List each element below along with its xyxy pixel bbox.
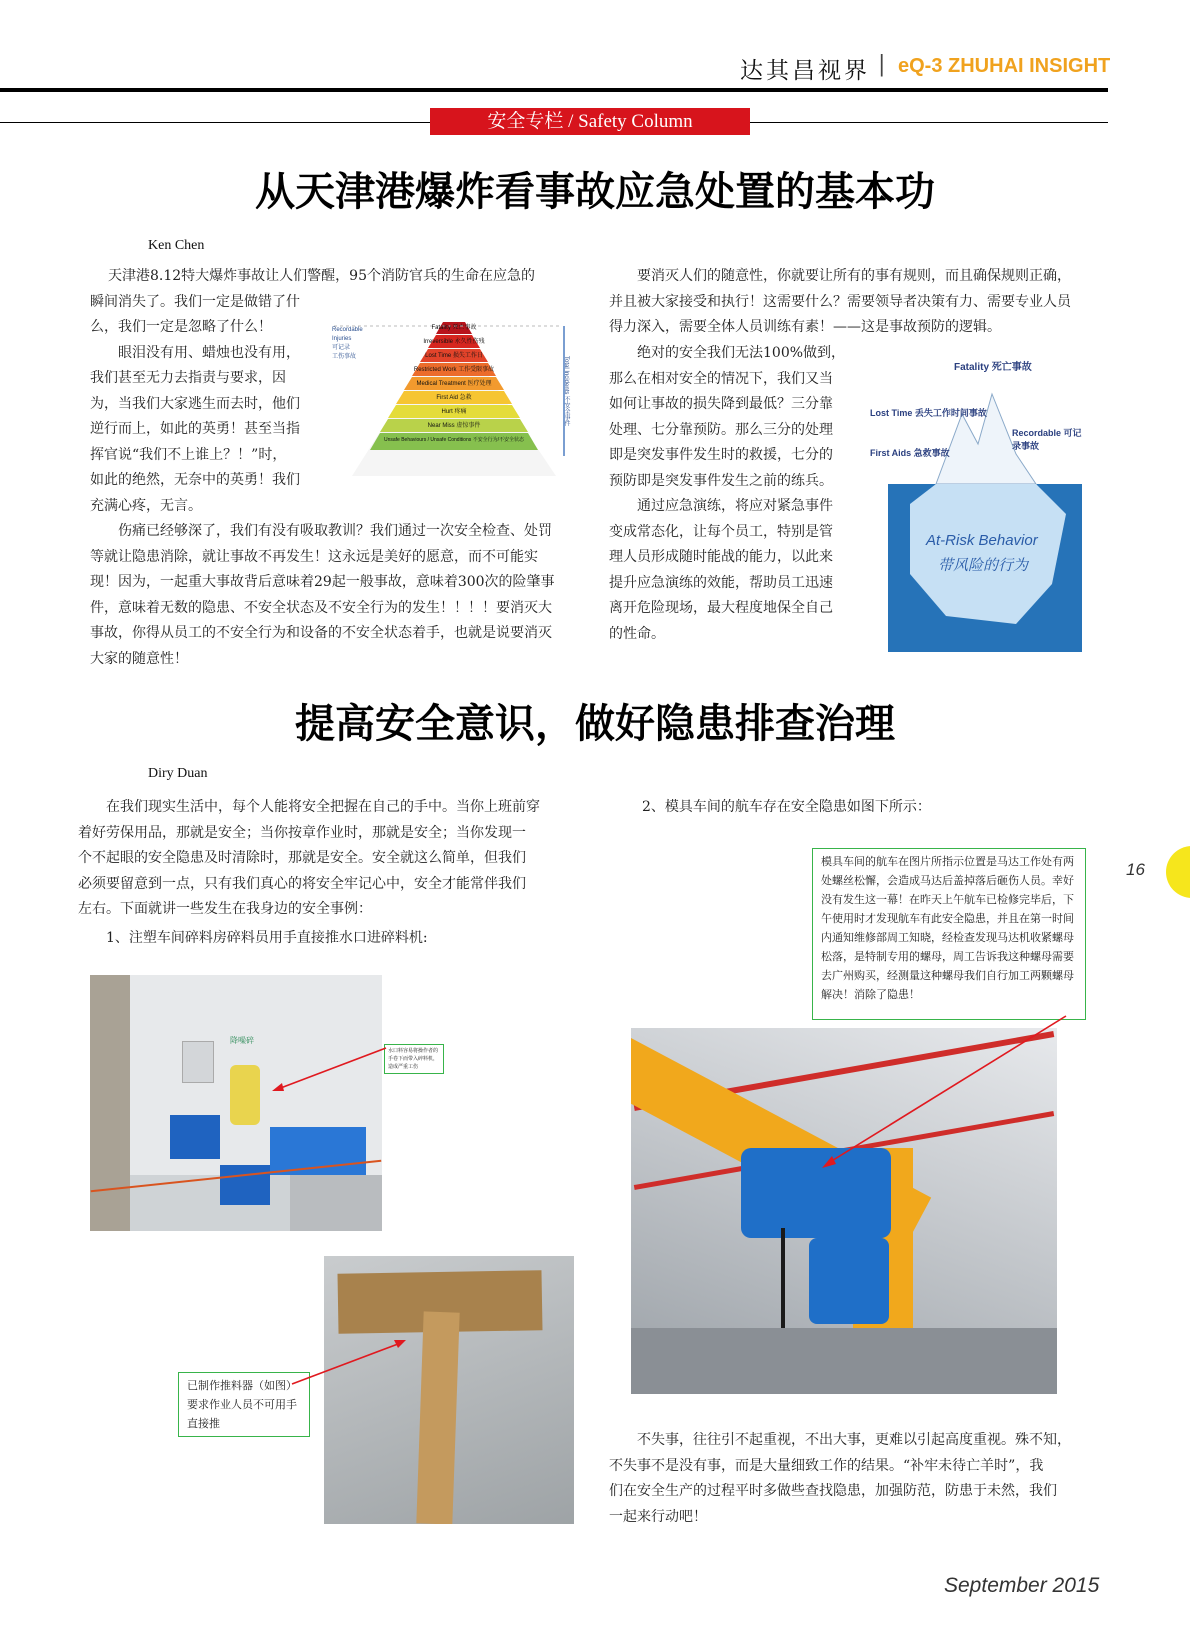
text-line: 提升应急演练的效能，帮助员工迅速 [609, 574, 833, 591]
text-line: 瞬间消失了。我们一定是做错了什 [90, 293, 300, 310]
text-line: 逆行而上，如此的英勇！甚至当指 [90, 421, 300, 437]
item1-arrow [270, 1045, 390, 1095]
iceberg-atrisk-label: At-Risk Behavior [926, 532, 1038, 549]
pyramid-level-label: Medical Treatment 医疗处理 [416, 381, 492, 387]
iceberg-svg [866, 354, 1086, 652]
item1-tool-arrow [290, 1336, 410, 1388]
crusher-room-photo [90, 975, 382, 1231]
text-line: 现！因为，一起重大事故背后意味着29起一般事故，意味着300次的险肇事 [90, 574, 555, 590]
iceberg-losttime-label: Lost Time 丢失工作时间事故 [870, 408, 987, 418]
text-line: 不失事不是没有事，而是大量细致工作的结果。“补牢未待亡羊时”，我 [609, 1457, 1044, 1474]
push-tool-photo [324, 1256, 574, 1524]
item2-caption: 模具车间的航车在图片所指示位置是马达工作处有两处螺丝松懈，会造成马达后盖掉落后砸伤人员。幸好没有发生这一幕！在昨天上午航车已检修完毕后，下午使用时才发现航车有此安全隐患，并且在第一时间内通知维修部周工知晓，经检查发现马达机收紧螺母松落，是特制专用的螺母，周工告诉我这种螺母需要去广州购买，经测量这种螺母我们自行加工两颗螺母解决！消除了隐患！ [812, 848, 1086, 1020]
pyramid-labels [372, 321, 536, 447]
text-line: 必须要留意到一点，只有我们真心的将安全牢记心中，安全才能常伴我们 [78, 875, 526, 892]
text-line: 处理、七分靠预防。那么三分的处理 [609, 421, 833, 438]
text-line: 如何让事故的损失降到最低？三分靠 [609, 396, 833, 412]
article2-intro [78, 795, 576, 951]
article1-author: Ken Chen [148, 238, 205, 253]
article1-title: 从天津港爆炸看事故应急处置的基本功 [255, 169, 935, 215]
pyramid-level-label: Irreversible 永久性伤残 [423, 339, 485, 345]
text-line: 得力深入，需要全体人员训练有素！——这是事故预防的逻辑。 [609, 319, 1001, 335]
text-line: 等就让隐患消除，就让事故不再发生！这永远是美好的愿意，而不可能实 [90, 548, 538, 565]
article2-title: 提高安全意识，做好隐患排查治理 [295, 701, 895, 747]
text-line: 挥官说“我们不上谁上？！”时， [90, 446, 287, 463]
header-rule [0, 88, 1108, 92]
text-line: 么，我们一定是忽略了什么！ [90, 319, 272, 335]
item1-tool-caption: 已制作推料器（如图）要求作业人员不可用手直接推 [178, 1372, 310, 1437]
pyramid-level-label: Lost Time 损失工作日 [425, 353, 483, 359]
iceberg-recordable-label: Recordable 可记录事故 [1012, 428, 1082, 451]
text-line: 绝对的安全我们无法100%做到， [637, 345, 846, 361]
text-line: 为，当我们大家逃生而去时，他们 [90, 395, 300, 412]
machine-label: 降噪碎 [230, 1036, 254, 1045]
article2-conclusion [609, 1428, 1105, 1530]
iceberg-firstaid-label: First Aids 急救事故 [870, 448, 950, 458]
item2-heading: 2、模具车间的航车存在安全隐患如图下所示： [642, 799, 931, 815]
text-line: 预防即是突发事件发生之前的练兵。 [609, 472, 833, 489]
header-brand-en: eQ-3 ZHUHAI INSIGHT [898, 55, 1111, 77]
pyramid-level-label: Unsafe Behaviours / Unsafe Conditions 不安全行为/不安全状态 [383, 437, 525, 443]
pyramid-level-label: Fatality 死亡事故 [431, 325, 477, 331]
text-line: 伤痛已经够深了，我们有没有吸取教训？我们通过一次安全检查、处罚 [118, 523, 552, 539]
pyramid-level-label: First Aid 急救 [436, 395, 472, 401]
pyramid-level-label: Near Miss 虚惊事件 [427, 423, 481, 429]
text-line: 们在安全生产的过程平时多做些查找隐患，加强防范，防患于未然，我们 [609, 1483, 1057, 1499]
header-separator: | [878, 52, 886, 77]
text-line: 着好劳保用品，那就是安全；当你按章作业时，那就是安全；当你发现一 [78, 824, 526, 841]
header-brand-cn: 达其昌视界 [740, 58, 870, 84]
item2-arrow [818, 1012, 1070, 1172]
pyramid-side-label: 可记录 [332, 345, 351, 351]
article1-right-text-top [609, 264, 1105, 341]
text-line: 通过应急演练，将应对紧急事件 [637, 498, 833, 514]
text-line: 一起来行动吧！ [609, 1508, 707, 1525]
item1-heading: 1、注塑车间碎料房碎料员用手直接推水口进碎料机: [106, 929, 428, 946]
text-line: 那么在相对安全的情况下，我们又当 [609, 370, 833, 387]
text-line: 在我们现实生活中，每个人能将安全把握在自己的手中。当你上班前穿 [106, 799, 540, 815]
pyramid-side-label: 工伤事故 [332, 354, 357, 360]
column-tag: 安全专栏 / Safety Column [430, 108, 750, 135]
text-line: 眼泪没有用、蜡烛也没有用， [118, 344, 300, 361]
iceberg-image [866, 354, 1086, 652]
text-line: 离开危险现场，最大程度地保全自己 [609, 600, 833, 616]
text-line: 即是突发事件发生时的救援，七分的 [609, 447, 833, 463]
text-line: 不失事，往往引不起重视，不出大事，更难以引起高度重视。殊不知， [637, 1432, 1071, 1448]
article1-right-text-lower [609, 341, 853, 647]
text-line: 大家的随意性！ [90, 650, 188, 667]
page-number: 16 [1126, 860, 1145, 879]
pyramid-side-label: Recordable Injuries [332, 327, 363, 342]
text-line: 件，意味着无数的隐患、不安全状态及不安全行为的发生！！！！要消灭大 [90, 599, 552, 616]
iceberg-atrisk-cn-label: 带风险的行为 [938, 556, 1029, 574]
pyramid-level-label: Restricted Work 工作受限事故 [413, 367, 495, 373]
item1-caption: 水口料容易将操作者的手卷下而带入碎料机，造成严重工伤 [384, 1044, 444, 1074]
text-line: 我们甚至无力去指责与要求，因 [90, 370, 286, 386]
issue-date: September 2015 [944, 1574, 1100, 1597]
text-line: 左右。下面就讲一些发生在我身边的安全事例： [78, 901, 372, 917]
text-line: 天津港8.12特大爆炸事故让人们警醒，95个消防官兵的生命在应急的 [108, 268, 535, 284]
text-line: 个不起眼的安全隐患及时清除时，那就是安全。安全就这么简单，但我们 [78, 850, 526, 866]
text-line: 事故，你得从员工的不安全行为和设备的不安全状态着手，也就是说要消灭 [90, 625, 552, 641]
text-line: 要消灭人们的随意性，你就要让所有的事有规则，而且确保规则正确， [637, 268, 1071, 284]
pyramid-right-label: Total Incidents 不安全事件 [563, 356, 569, 427]
pyramid-level-label: Hurt 疼痛 [441, 409, 467, 415]
page-marker-dot [1166, 846, 1190, 898]
iceberg-fatality-label: Fatality 死亡事故 [954, 362, 1032, 373]
text-line: 充满心疼，无言。 [90, 497, 202, 514]
article2-author: Diry Duan [148, 766, 208, 781]
pyramid-image [332, 316, 576, 484]
text-line: 如此的绝然，无奈中的英勇！我们 [90, 472, 300, 488]
text-line: 变成常态化，让每个员工，特别是管 [609, 523, 833, 540]
text-line: 并且被大家接受和执行！这需要什么？需要领导者决策有力、需要专业人员 [609, 293, 1071, 310]
pyramid-side-labels [332, 326, 372, 362]
text-line: 的性命。 [609, 625, 665, 642]
text-line: 理人员形成随时能战的能力，以此来 [609, 549, 833, 565]
